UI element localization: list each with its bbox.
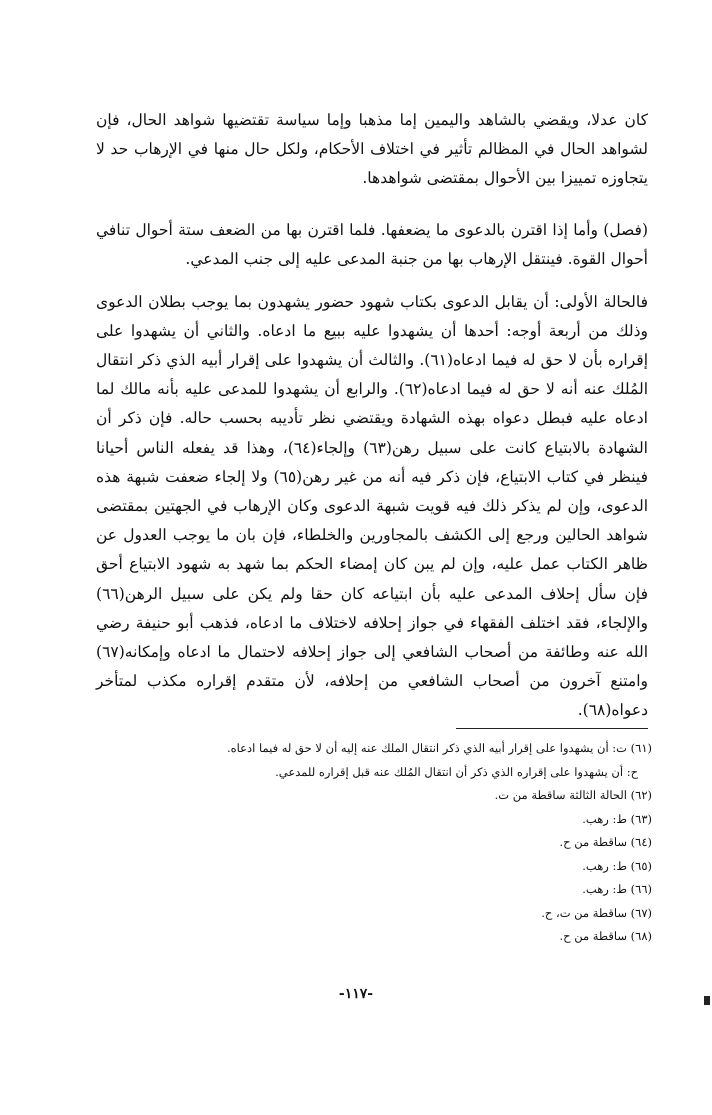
paragraph-1: كان عدلا، ويقضي بالشاهد واليمين إما مذهبا وإما سياسة تقتضيها شواهد الحال، فإن لشواهد الحال في المظالم تأثير في اختلاف الأحكام، ولكل حال منها في الإرهاب حد لا يتجاوزه تمييزا بين الأحوال بمقتضى شواهدها. (96, 110, 648, 187)
footnote-61-variant: ح: أن يشهدوا على إقراره الذي ذكر أن انتقال المُلك عنه قبل إقراره للمدعي. (275, 764, 638, 779)
footnote-62: (٦٢) الحالة الثالثة ساقطة من ت. (494, 788, 652, 802)
footnote-61: (٦١) ت: أن يشهدوا على إقرار أبيه الذي ذكر انتقال الملك عنه إليه أن لا حق له فيما ادعاه. (226, 741, 652, 755)
footnotes (96, 737, 652, 949)
footnote-65: (٦٥) ط: رهب. (582, 858, 652, 873)
paragraph-2: (فصل) وأما إذا اقترن بالدعوى ما يضعفها. فلما اقترن بها من الضعف ستة أحوال تنافي أحوال القوة. فينتقل الإرهاب بها من جنبة المدعى عليه إلى جنب المدعي. (96, 220, 648, 268)
scan-edge-mark (704, 996, 710, 1005)
footnote-63: (٦٣) ط: رهب. (582, 811, 652, 826)
footnote-separator (456, 728, 648, 729)
page-number: -١١٧- (338, 986, 374, 1002)
footnote-67: (٦٧) ساقطة من ت، ح. (541, 905, 652, 920)
footnote-68: (٦٨) ساقطة من ح. (559, 929, 652, 943)
footnote-66: (٦٦) ط: رهب. (582, 882, 652, 896)
paragraph-3: فالحالة الأولى: أن يقابل الدعوى بكتاب شهود حضور يشهدون بما يوجب بطلان الدعوى وذلك من أربعة أوجه: أحدها أن يشهدوا عليه ببيع ما ادعاه. والثاني أن يشهدوا على إقراره بأن لا حق له فيما ادعاه(٦١). والثالث أن يشهدوا على إقرار أبيه الذي ذكر انتقال المُلك عنه أنه لا حق له فيما ادعاه(٦٢). والرابع أن يشهدوا للمدعى عليه بأنه مالك لما ادعاه عليه فبطل دعواه بهذه الشهادة ويقتضي نظر تأديبه بحسب حاله. فإن ذكر أن الشهادة بالابتياع كانت على سبيل رهن(٦٣) وإلجاء(٦٤)، وهذا قد يفعله الناس أحيانا فينظر في كتاب الابتياع، فإن ذكر فيه أنه من غير رهن(٦٥) ولا إلجاء ضعفت شبهة هذه الدعوى، وإن لم يذكر ذلك فيه قويت شبهة الدعوى وكان الإرهاب في الجهتين بمقتضى شواهد الحالين ورجع إلى الكشف بالمجاورين والخلطاء، فإن بان ما يوجب العدول عن ظاهر الكتاب عمل عليه، وإن لم يبن كان إمضاء الحكم بما شهد به شهود الابتياع أحق فإن سأل إحلاف المدعى عليه بأن ابتياعه كان حقا ولم يكن على سبيل الرهن(٦٦) والإلجاء، فقد اختلف الفقهاء في جواز إحلافه لاختلاف ما ادعاه، فذهب أبو حنيفة رضي الله عنه وطائفة من أصحاب الشافعي إلى جواز إحلافه لاحتمال ما ادعاه وإمكانه(٦٧) وامتنع آخرون من أصحاب الشافعي من إحلافه، لأن متقدم إقراره مكذب لمتأخر دعواه(٦٨). (96, 292, 648, 720)
footnote-64: (٦٤) ساقطة من ح. (559, 835, 652, 849)
